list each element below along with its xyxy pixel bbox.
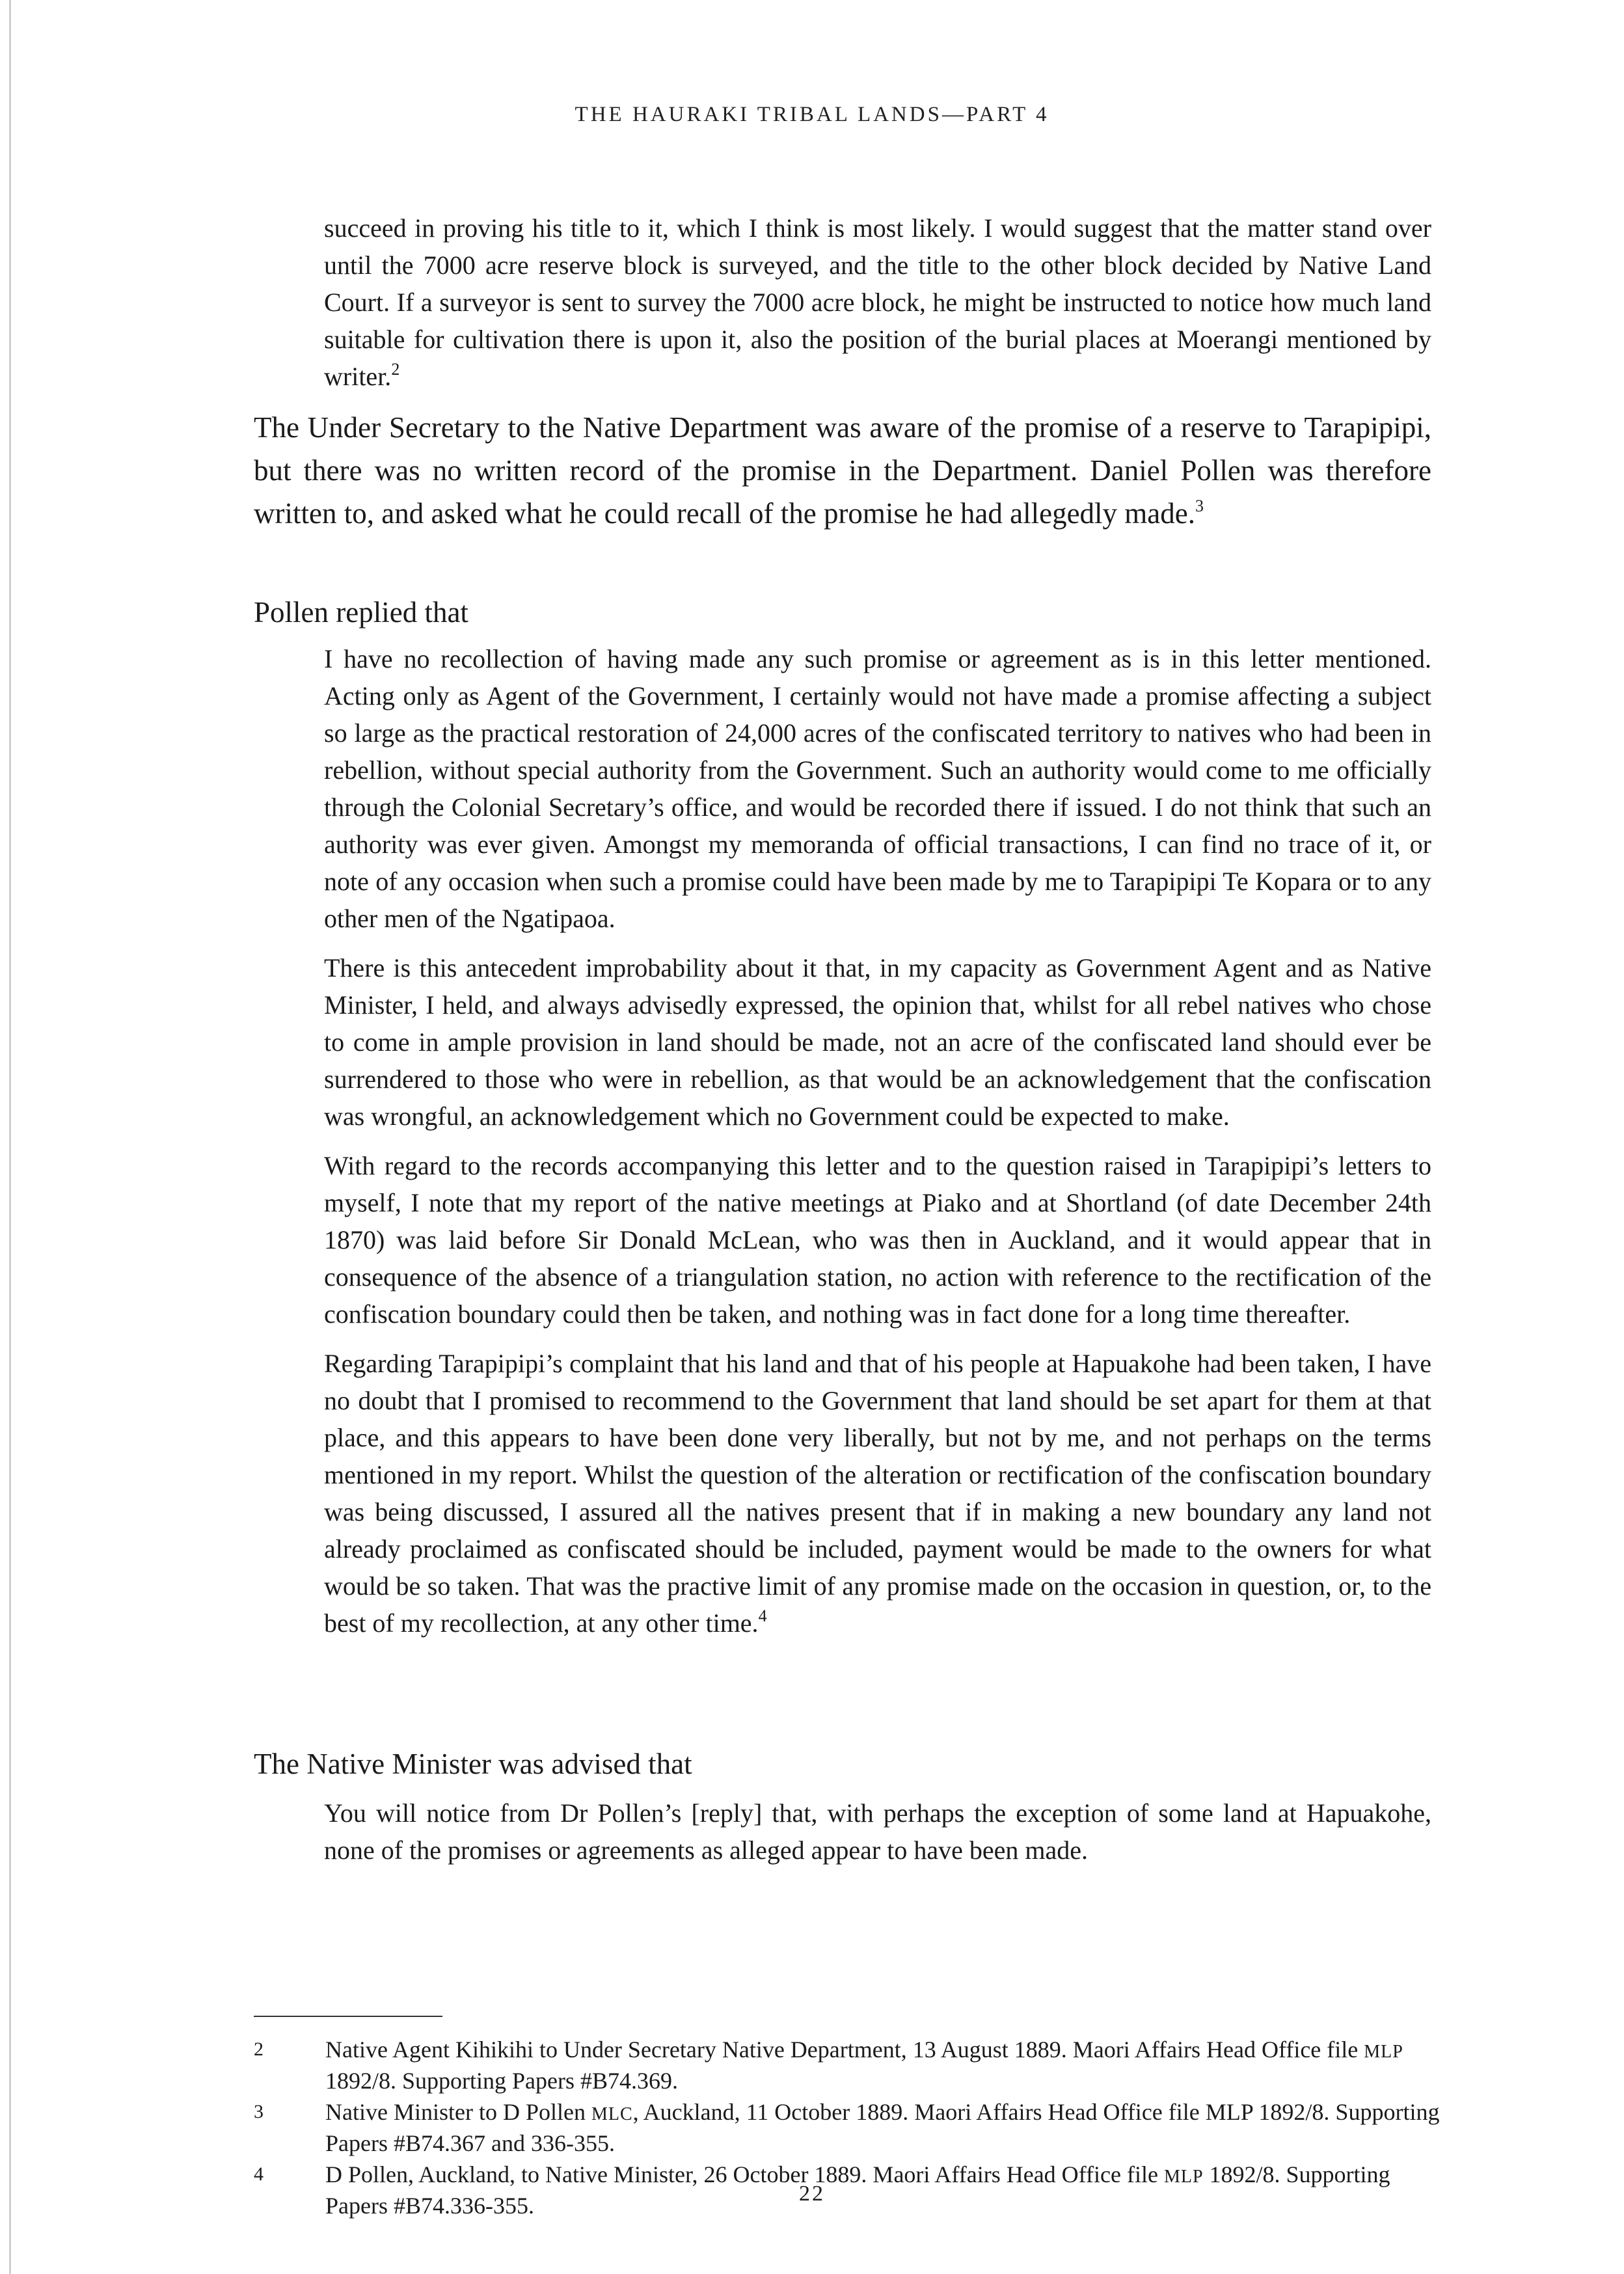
running-head: THE HAURAKI TRIBAL LANDS—PART 4 [575, 103, 1049, 126]
footnote-text: , Auckland, 11 October 1889. Maori Affairs Head Office file MLP 1892/8. Supporting Papers #B74.367 and 336-355. [325, 2099, 1440, 2156]
footnote-text: 1892/8. Supporting Papers #B74.336-355. [325, 2161, 1390, 2219]
block-quote-native-minister: You will notice from Dr Pollen’s [reply] that, with perhaps the exception of some land at Hapuakohe, none of the promises or agreements as alleged appear to have been made. [324, 1798, 1431, 1865]
footnote-text: Native Agent Kihikihi to Under Secretary Native Department, 13 August 1889. Maori Affairs Head Office file [325, 2037, 1364, 2063]
small-caps: MLC [591, 2104, 633, 2124]
footnote-ref: 2 [391, 359, 400, 379]
quote-paragraph [324, 1345, 1431, 1642]
scan-edge [9, 0, 11, 2274]
small-caps: MLP [1364, 2042, 1403, 2062]
footnote-rule [254, 2016, 442, 2017]
quote-paragraph: With regard to the records accompanying this letter and to the question raised in Tarapipipi’s letters to myself, I note that my report of the native meetings at Piako and at Shortland (of date December 24th 1870) was laid before Sir Donald McLean, who was then in Auckland, and it would appear that in consequence of the absence of a triangulation station, no action with reference to the rectification of the confiscation boundary could then be taken, and nothing was in fact done for a long time thereafter. [324, 1151, 1431, 1329]
footnote-text: 1892/8. Supporting Papers #B74.369. [325, 2068, 679, 2094]
quote-paragraph: There is this antecedent improbability about it that, in my capacity as Government Agent and as Native Minister, I held, and always advisedly expressed, the opinion that, whilst for all rebel natives who chose to come in ample provision in land should be made, not an acre of the confiscated land should ever be surrendered to those who were in rebellion, as that would be an acknowledgement that the confiscation was wrongful, an acknowledgement which no Government could be expected to make. [324, 953, 1431, 1131]
block-quote-surveyor [324, 210, 1431, 395]
body-paragraph [254, 406, 1431, 535]
block-quote-pollen [324, 640, 1431, 1654]
footnote-ref: 3 [1195, 496, 1204, 515]
small-caps: MLP [1163, 2167, 1204, 2187]
footnote-ref: 4 [758, 1606, 767, 1625]
footnote [254, 2098, 1444, 2158]
page-number: 22 [799, 2182, 825, 2206]
footnote [254, 2035, 1444, 2095]
lead-in-pollen: Pollen replied that [254, 596, 468, 629]
footnote-text: Native Minister to D Pollen [325, 2099, 591, 2125]
footnote-text: D Pollen, Auckland, to Native Minister, 26 October 1889. Maori Affairs Head Office file [325, 2161, 1164, 2187]
lead-in-native-minister: The Native Minister was advised that [254, 1748, 692, 1780]
quote-paragraph: I have no recollection of having made any such promise or agreement as is in this letter mentioned. Acting only as Agent of the Government, I certainly would not have made a promise affecting a subject so large as the practical restoration of 24,000 acres of the confiscated territory to natives who had been in rebellion, without special authority from the Government. Such an authority would come to me officially through the Colonial Secretary’s office, and would be recorded there if issued. I do not think that such an authority was ever given. Amongst my memoranda of official transactions, I can find no trace of it, or note of any occasion when such a promise could have been made by me to Tarapipipi Te Kopara or to any other men of the Ngatipaoa. [324, 644, 1431, 933]
quote-text: succeed in proving his title to it, which I think is most likely. I would suggest that the matter stand over until the 7000 acre reserve block is surveyed, and the title to the other block decided by Native Land Court. If a surveyor is sent to survey the 7000 acre block, he might be instructed to notice how much land suitable for cultivation there is upon it, also the position of the burial places at Moerangi mentioned by writer. [324, 213, 1431, 391]
paragraph-text: The Under Secretary to the Native Department was aware of the promise of a reserve to Tarapipipi, but there was no written record of the promise in the Department. Daniel Pollen was therefore written to, and asked what he could recall of the promise he had allegedly made. [254, 411, 1431, 530]
footnote-number: 4 [254, 2163, 264, 2185]
footnote-number: 2 [254, 2038, 264, 2060]
footnote-number: 3 [254, 2101, 264, 2122]
quote-text: Regarding Tarapipipi’s complaint that his land and that of his people at Hapuakohe had been taken, I have no doubt that I promised to recommend to the Government that land should be set apart for them at that place, and this appears to have been done very liberally, but not by me, and not perhaps on the terms mentioned in my report. Whilst the question of the alteration or rectification of the confiscation boundary was being discussed, I assured all the natives present that if in making a new boundary any land not already proclaimed as confiscated should be included, payment would be made to the owners for what would be so taken. That was the practive limit of any promise made on the occasion in question, or, to the best of my recollection, at any other time. [324, 1349, 1431, 1638]
